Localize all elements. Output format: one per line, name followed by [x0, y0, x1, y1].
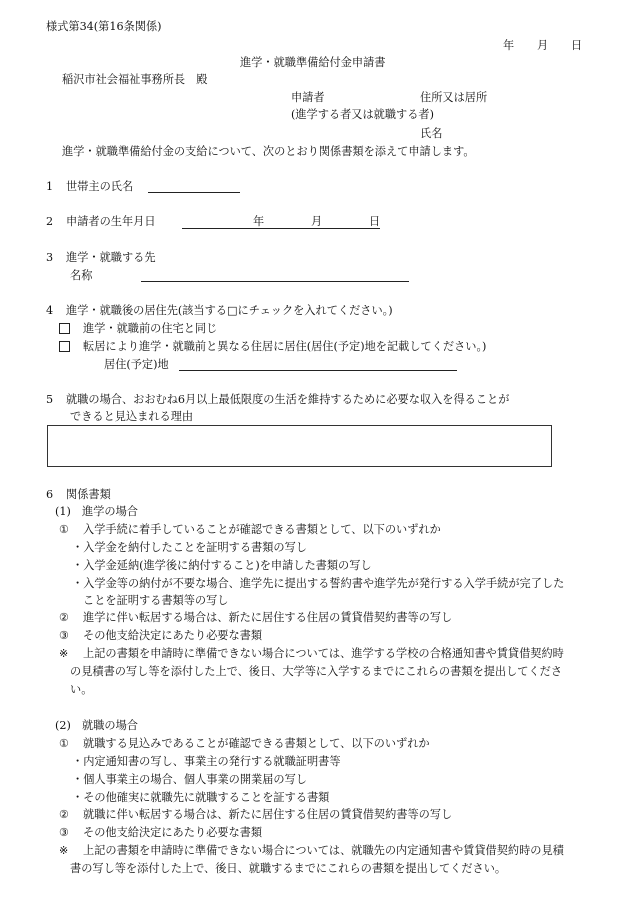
birthdate-year-label: 年: [253, 215, 265, 228]
enrollment-item-2-text: 進学に伴い転居する場合は、新たに居住する住居の賃貸借契約書等の写し: [83, 611, 453, 624]
household-head-field[interactable]: [148, 192, 240, 193]
enrollment-item-2-marker: ②: [59, 611, 70, 624]
enrollment-bullet-3: ・入学金等の納付が不要な場合、進学先に提出する誓約書や進学先が発行する入学手続が完了した: [72, 577, 565, 590]
applicant-note: (進学する者又は就職する者): [291, 108, 434, 121]
birthdate-label: 申請者の生年月日: [66, 215, 156, 228]
intro-text: 進学・就職準備給付金の支給について、次のとおり関係書類を添えて申請します。: [62, 145, 475, 158]
section-1-number: 1: [46, 180, 54, 193]
employment-bullet-2: ・個人事業主の場合、個人事業の開業届の写し: [72, 773, 307, 786]
enrollment-item-1-text: 入学手続に着手していることが確認できる書類として、以下のいずれか: [83, 523, 441, 536]
section-2-number: 2: [46, 215, 54, 228]
enrollment-item-1-marker: ①: [59, 523, 70, 536]
date-year-label: 年: [503, 39, 515, 52]
enrollment-note-marker: ※: [59, 647, 69, 660]
enrollment-bullet-2: ・入学金延納(進学後に納付すること)を申請した書類の写し: [72, 559, 372, 572]
enrollment-item-3-text: その他支給決定にあたり必要な書類: [83, 629, 263, 642]
document-title: 進学・就職準備給付金申請書: [240, 56, 386, 69]
planned-residence-field[interactable]: [179, 370, 457, 371]
section-4-number: 4: [46, 304, 54, 317]
employment-item-3-marker: ③: [59, 826, 70, 839]
applicant-address-label: 住所又は居所: [420, 91, 488, 104]
birthdate-day-label: 日: [369, 215, 381, 228]
birthdate-field[interactable]: [182, 228, 380, 229]
form-number: 様式第34(第16条関係): [46, 20, 162, 33]
enrollment-note-line-3: い。: [70, 683, 93, 696]
destination-name-label: 名称: [70, 269, 93, 282]
destination-name-field[interactable]: [141, 281, 409, 282]
employment-item-1-marker: ①: [59, 737, 70, 750]
employment-bullet-1: ・内定通知書の写し、事業主の発行する就職証明書等: [72, 755, 341, 768]
employment-item-2-text: 就職に伴い転居する場合は、新たに居住する住居の賃貸借契約書等の写し: [83, 808, 453, 821]
related-documents-label: 関係書類: [66, 488, 111, 501]
applicant-label: 申請者: [291, 91, 325, 104]
date-month-label: 月: [537, 39, 549, 52]
same-residence-checkbox[interactable]: [59, 323, 70, 334]
employment-note-line-1: 上記の書類を申請時に準備できない場合については、就職先の内定通知書や賃貸借契約時の見積: [83, 844, 564, 857]
section-6-number: 6: [46, 488, 54, 501]
section-3-number: 3: [46, 251, 54, 264]
addressee: 稲沢市社会福祉事務所長 殿: [62, 73, 208, 86]
applicant-name-label: 氏名: [420, 127, 443, 140]
enrollment-note-line-1: 上記の書類を申請時に準備できない場合については、進学する学校の合格通知書や賃貸借契約時: [83, 647, 564, 660]
employment-reason-text-2: できると見込まれる理由: [70, 410, 194, 423]
employment-note-line-2: 書の写し等を添付した上で、後日、就職するまでにこれらの書類を提出してください。: [70, 862, 507, 875]
employment-bullet-3: ・その他確実に就職先に就職することを証する書類: [72, 791, 330, 804]
enrollment-bullet-3-cont: ことを証明する書類等の写し: [83, 594, 229, 607]
household-head-label: 世帯主の氏名: [66, 180, 134, 193]
employment-reason-box[interactable]: [47, 425, 552, 467]
enrollment-bullet-1: ・入学金を納付したことを証明する書類の写し: [72, 541, 307, 554]
relocate-checkbox[interactable]: [59, 341, 70, 352]
employment-heading: (2) 就職の場合: [55, 719, 138, 732]
relocate-label: 転居により進学・就職前と異なる住居に居住(居住(予定)地を記載してください。): [83, 340, 487, 353]
residence-label: 進学・就職後の居住先(該当する□にチェックを入れてください。): [66, 304, 393, 317]
destination-label: 進学・就職する先: [66, 251, 156, 264]
date-day-label: 日: [571, 39, 583, 52]
employment-item-2-marker: ②: [59, 808, 70, 821]
birthdate-month-label: 月: [311, 215, 323, 228]
enrollment-item-3-marker: ③: [59, 629, 70, 642]
employment-reason-text-1: 就職の場合、おおむね6月以上最低限度の生活を維持するために必要な収入を得ることが: [66, 393, 510, 406]
employment-item-3-text: その他支給決定にあたり必要な書類: [83, 826, 263, 839]
planned-residence-label: 居住(予定)地: [104, 358, 169, 371]
section-5-number: 5: [46, 393, 54, 406]
employment-note-marker: ※: [59, 844, 69, 857]
enrollment-note-line-2: の見積書の写し等を添付した上で、後日、大学等に入学するまでにこれらの書類を提出してくださ: [70, 665, 563, 678]
same-residence-label: 進学・就職前の住宅と同じ: [83, 322, 218, 335]
enrollment-heading: (1) 進学の場合: [55, 505, 138, 518]
employment-item-1-text: 就職する見込みであることが確認できる書類として、以下のいずれか: [83, 737, 430, 750]
